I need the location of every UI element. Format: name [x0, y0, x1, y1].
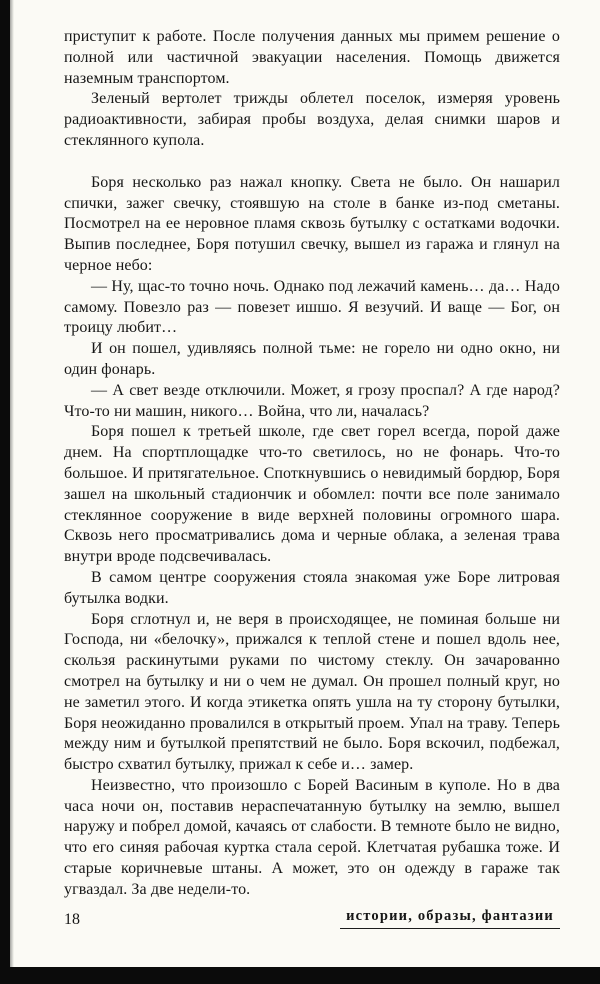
paragraph: В самом центре сооружения стояла знакомая уже Боре литровая бутылка водки.	[64, 568, 560, 607]
paragraph: Неизвестно, что произошло с Борей Васиным в куполе. Но в два часа ночи он, поставив нераспечатанную бутылку на землю, вышел наружу и побрел домой, качаясь от слабости. В темноте было не видно, что его синяя рабочая куртка стала серой. Клетчатая рубашка тоже. И старые коричневые штаны. А может, это он одежду в гараже так угваздал. За две недели-то.	[64, 776, 560, 898]
page-number: 18	[64, 911, 80, 928]
paragraph-dialogue: — Ну, щас-то точно ночь. Однако под лежачий камень… да… Надо самому. Повезло раз — повезет ишшо. Я везучий. И ваще — Бог, он троицу любит…	[64, 277, 560, 337]
paragraph: приступит к работе. После получения данных мы примем решение о полной или частичной эвакуации населения. Помощь движется наземным транспортом.	[64, 28, 560, 87]
page-footer	[64, 908, 560, 929]
paragraph: Боря сглотнул и, не веря в происходящее, не поминая больше ни Господа, ни «белочку», прижался к теплой стене и пошел вдоль нее, скользя раскинутыми руками по чистому стеклу. Он зачарованно смотрел на бутылку и ни о чем не думал. Он прошел полный круг, но не заметил этого. И когда этикетка опять ушла на ту сторону бутылки, Боря неожиданно провалился в открытый проем. Упал на траву. Теперь между ним и бутылкой препятствий не было. Боря вскочил, подбежал, быстро схватил бутылку, прижал к себе и… замер.	[64, 610, 560, 774]
scan-edge-bottom	[0, 967, 600, 984]
paragraph: Боря несколько раз нажал кнопку. Света не было. Он нашарил спички, зажег свечку, стоявшую на столе в банке из-под сметаны. Посмотрел на ее неровное пламя сквозь бутылку с остатками водочки. Выпив последнее, Боря потушил свечку, вышел из гаража и глянул на черное небо:	[64, 173, 560, 274]
running-footer-title: истории, образы, фантазии	[340, 908, 560, 929]
paragraph: Зеленый вертолет трижды облетел поселок, измеряя уровень радиоактивности, забирая пробы воздуха, делая снимки шаров и стеклянного купола.	[64, 90, 560, 149]
scan-edge-left-shadow	[10, 0, 14, 984]
paragraph: Боря пошел к третьей школе, где свет горел всегда, порой даже днем. На спортплощадке что-то светилось, но не фонарь. Что-то большое. И притягательное. Споткнувшись о невидимый бордюр, Боря зашел на школьный стадиончик и обомлел: почти все поле занимало стеклянное сооружение в виде верхней половины огромного шара. Сквозь него просматривались дома и черные облака, а зеленая трава внутри вроде подсвечивалась.	[64, 423, 560, 566]
paragraph-dialogue: — А свет везде отключили. Может, я грозу проспал? А где народ? Что-то ни машин, никого… Война, что ли, началась?	[64, 381, 560, 420]
page-text	[64, 27, 560, 901]
paragraph: И он пошел, удивляясь полной тьме: не горело ни одно окно, ни один фонарь.	[64, 340, 560, 378]
scan-edge-left	[0, 0, 10, 984]
